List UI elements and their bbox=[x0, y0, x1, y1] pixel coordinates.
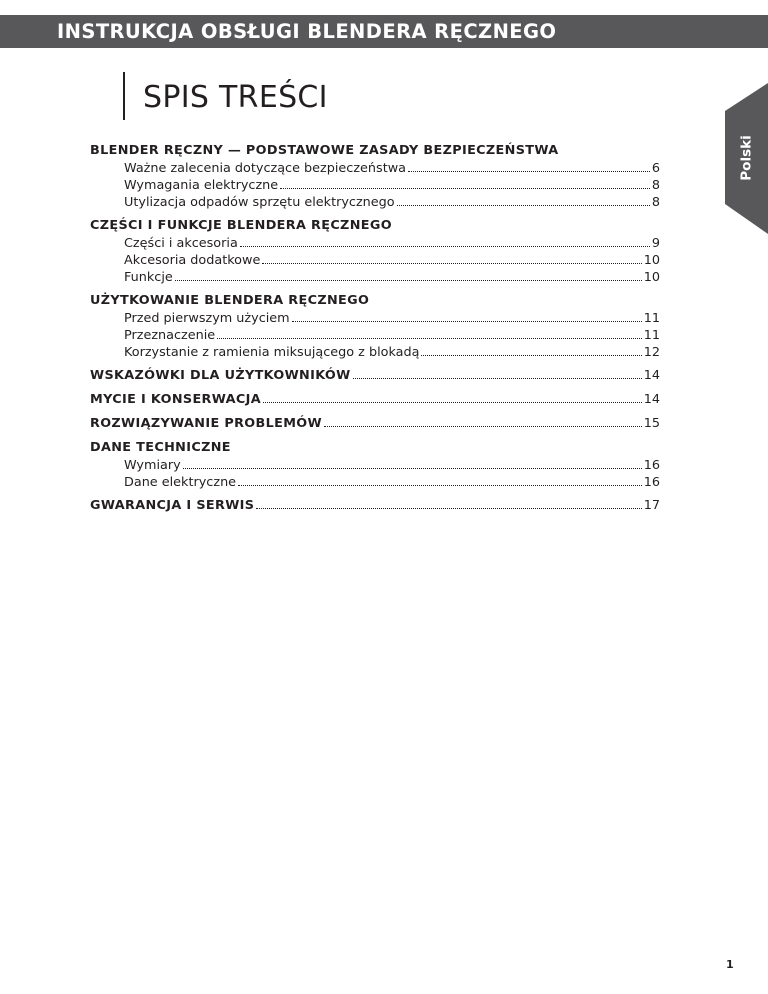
toc-entry[interactable] bbox=[90, 457, 660, 474]
document-title: INSTRUKCJA OBSŁUGI BLENDERA RĘCZNEGO bbox=[57, 20, 557, 43]
entry-page: 14 bbox=[643, 392, 660, 407]
table-of-contents bbox=[90, 141, 660, 515]
toc-title: SPIS TREŚCI bbox=[143, 80, 328, 115]
page-number: 1 bbox=[726, 958, 734, 971]
toc-section-technical bbox=[90, 438, 660, 491]
dot-leader bbox=[240, 246, 650, 247]
entry-label: GWARANCJA I SERWIS bbox=[90, 498, 255, 513]
entry-page: 17 bbox=[643, 498, 660, 513]
entry-page: 16 bbox=[643, 475, 660, 490]
entry-page: 12 bbox=[643, 345, 660, 360]
dot-leader bbox=[292, 321, 642, 322]
toc-entry[interactable] bbox=[90, 327, 660, 344]
toc-section-parts bbox=[90, 216, 660, 286]
entry-page: 16 bbox=[643, 458, 660, 473]
entry-label: WSKAZÓWKI DLA UŻYTKOWNIKÓW bbox=[90, 368, 351, 383]
entry-page: 15 bbox=[643, 416, 660, 431]
dot-leader bbox=[217, 338, 642, 339]
entry-label: ROZWIĄZYWANIE PROBLEMÓW bbox=[90, 416, 322, 431]
entry-label: Korzystanie z ramienia miksującego z blokadą bbox=[124, 345, 420, 360]
dot-leader bbox=[238, 485, 642, 486]
toc-main-entry[interactable] bbox=[90, 390, 660, 409]
entry-label: Części i akcesoria bbox=[124, 236, 238, 251]
toc-entry[interactable] bbox=[90, 252, 660, 269]
toc-entry[interactable] bbox=[90, 194, 660, 211]
dot-leader bbox=[280, 188, 650, 189]
dot-leader bbox=[353, 378, 642, 379]
toc-main-entry[interactable] bbox=[90, 414, 660, 433]
entry-page: 10 bbox=[643, 270, 660, 285]
toc-entry[interactable] bbox=[90, 235, 660, 252]
dot-leader bbox=[397, 205, 650, 206]
section-title: BLENDER RĘCZNY — PODSTAWOWE ZASADY BEZPIECZEŃSTWA bbox=[90, 143, 559, 158]
entry-label: Wymiary bbox=[124, 458, 181, 473]
dot-leader bbox=[324, 426, 642, 427]
section-title: DANE TECHNICZNE bbox=[90, 440, 231, 455]
entry-page: 8 bbox=[651, 195, 660, 210]
dot-leader bbox=[262, 263, 641, 264]
entry-page: 10 bbox=[643, 253, 660, 268]
toc-entry[interactable] bbox=[90, 177, 660, 194]
entry-page: 9 bbox=[651, 236, 660, 251]
dot-leader bbox=[256, 508, 641, 509]
toc-main-entry-warranty[interactable] bbox=[90, 496, 660, 515]
section-title: CZĘŚCI I FUNKCJE BLENDERA RĘCZNEGO bbox=[90, 218, 392, 233]
entry-page: 11 bbox=[643, 311, 660, 326]
toc-entry[interactable] bbox=[90, 344, 660, 361]
entry-label: Dane elektryczne bbox=[124, 475, 237, 490]
section-title: UŻYTKOWANIE BLENDERA RĘCZNEGO bbox=[90, 293, 370, 308]
entry-label: Akcesoria dodatkowe bbox=[124, 253, 261, 268]
entry-page: 11 bbox=[643, 328, 660, 343]
entry-label: Wymagania elektryczne bbox=[124, 178, 279, 193]
toc-entry[interactable] bbox=[90, 160, 660, 177]
toc-section-safety bbox=[90, 141, 660, 211]
toc-section-main-entries bbox=[90, 366, 660, 433]
dot-leader bbox=[263, 402, 642, 403]
title-divider bbox=[123, 72, 125, 120]
entry-label: Utylizacja odpadów sprzętu elektrycznego bbox=[124, 195, 395, 210]
entry-label: Funkcje bbox=[124, 270, 173, 285]
dot-leader bbox=[175, 280, 642, 281]
entry-page: 14 bbox=[643, 368, 660, 383]
toc-entry[interactable] bbox=[90, 474, 660, 491]
entry-label: Przeznaczenie bbox=[124, 328, 216, 343]
toc-entry[interactable] bbox=[90, 269, 660, 286]
dot-leader bbox=[183, 468, 642, 469]
entry-label: MYCIE I KONSERWACJA bbox=[90, 392, 262, 407]
dot-leader bbox=[408, 171, 650, 172]
entry-label: Ważne zalecenia dotyczące bezpieczeństwa bbox=[124, 161, 407, 176]
language-tab-label: Polski bbox=[738, 135, 755, 181]
toc-main-entry[interactable] bbox=[90, 366, 660, 385]
dot-leader bbox=[421, 355, 641, 356]
entry-page: 6 bbox=[651, 161, 660, 176]
entry-label: Przed pierwszym użyciem bbox=[124, 311, 290, 326]
toc-entry[interactable] bbox=[90, 310, 660, 327]
toc-section-usage bbox=[90, 291, 660, 361]
entry-page: 8 bbox=[651, 178, 660, 193]
